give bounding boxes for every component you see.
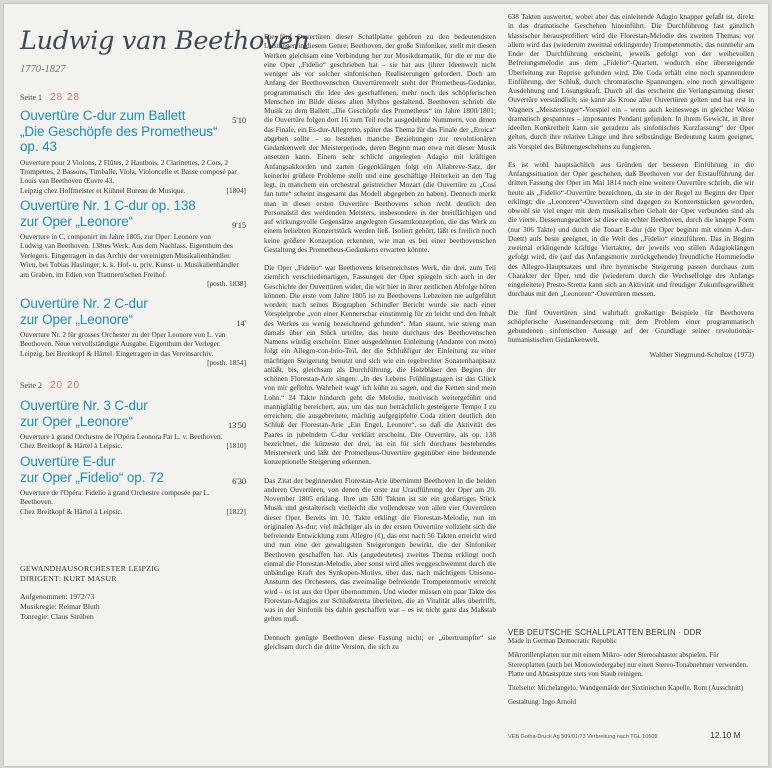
work-year: [1804] <box>226 185 246 195</box>
liner-paragraph: Die Oper „Fidelio“ war Beethovens krisenreichstes Werk, die drei, zum Teil ziemlich verschiedenartigen, Fassungen der Oper spiegeln sich auch in der Geschichte der Ouvertüren wider, die wir hier in ihrer zeitlichen Abfolge hören können. Die erste vom Jahre 1805 ist zu Beethovens Lebzeiten nie aufgeführt worden; nach seines Biographen Schindler Bericht wurde sie nach einer Vorspielprobe „von einer Kennerschar einstimmig für zu leicht und den Inhalt des Werkes zu wenig bezeichnend gefunden“. Man staunt, wie streng man damals über ein Stück urteilte, das heute durchaus des Beethovenschen Namens würdig erscheint. Einer ausgedehnten Einleitung (Andante con moto) folgt ein Allegro-con-brio-Teil, der die Schlußfigur der Einleitung zu einer mächtigen Steigerung benutzt und sich wie ein regelrechter Sonatenhauptsatz anläßt, bis, gleichsam als Durchführung, die Holzbläser den Beginn der schönen Florestan-Arie singen: „In des Lebens Frühlingstagen ist das Glück von mir geflohn. Wahrheit wagt' ich kühn zu sagen, und die Ketten sind mein Lohn.“ 24 Takte hindurch geht die Melodie, motivisch weitergeführt und mannigfaltig bereichert, aus, um das nun beträchtlich gesteigerte Tempo I zu erreichen; die ausgebreitete, mächtig aufgegipfelte Coda zitiert deutlich den Schluß der Florestan-Arie „Ein Engel, Leonore“, so daß die Aktivität des Paares in jubelndem C-dur verklärt erscheint. Die Ouvertüre, als op. 138 bezeichnet, die kürzeste der drei, ist ein für sich durchaus bestehendes Meisterwerk und läßt der Prometheus-Ouvertüre gegenüber eine bedeutende konzeptionelle Steigerung erkennen. <box>264 263 496 467</box>
side-1-label <box>20 92 80 103</box>
recording-credits <box>20 592 246 622</box>
work-description: Ouverture Nr. 2 für grosses Orchester zu der Oper Leonore von L. van Beethoven. Neue vervollständigte Ausgabe. Eigenthum der Verleger. <box>20 330 226 349</box>
design-credit: Gestaltung: Ingo Arnold <box>508 698 577 707</box>
work-title-line: Ouvertüre Nr. 1 C-dur op. 138 <box>20 198 196 213</box>
credit-recorded: Aufgenommen: 1972/73 <box>20 592 95 601</box>
work-title-line: op. 43 <box>20 139 57 154</box>
work-publisher-text: Wien, bei Tobias Haslinger, k. k. Hof- u. priv. Kunst- u. Musikalienhändler am Graben, im Edlen von Trattnern'schen Freihof. <box>20 260 239 279</box>
work-fidelio <box>20 454 246 516</box>
work-year: [1810] <box>226 441 246 451</box>
work-description: Ouverture in C, componirt im Jahre 1805, zur Oper: Leonore von Ludwig van Beethoven. 138tes Werk. Aus dem Nachlass. Eigenthum des Verlegers. Eingetragen in das Archiv der vereinigten Musikalienhändler. <box>20 232 233 260</box>
work-description: Ouverture à grand Orchestre de l'Opéra Leonora Par L. v. Beethoven. <box>20 432 223 441</box>
work-publisher-text: Chez Breitkopf & Härtel à Leipsic. <box>20 441 123 451</box>
work-description: Ouverture de l'Opéra: Fidelio à grand Orchestre composée par L. Beethoven. <box>20 488 210 507</box>
work-year: [posth. 1854] <box>207 358 246 368</box>
work-publisher <box>20 507 246 516</box>
work-year: [1822] <box>226 506 246 516</box>
track-listing-column <box>20 26 310 621</box>
work-duration: 5'10 <box>232 115 246 125</box>
work-leonore-1 <box>20 198 246 288</box>
work-title <box>20 108 246 155</box>
work-leonore-2 <box>20 296 246 368</box>
liner-paragraph: Die fünf Ouvertüren dieser Schallplatte gehören zu den bedeutendsten Leistungen in diesem Genre; Beethoven, der große Sinfoniker, stellt mit diesen Werken gleichsam eine Verbindung her zur Musikdramatik, für die er nur die eine Oper „Fidelio“ geschrieben hat – sie hat aus (ihrer Ideenwelt nicht weniger als vor solcher sinfonischen Realisierungen gefordert. Doch am Anfang der Beethovenschen Ouvertürenwelt steht der Prometheus-Gedanke, programmatisch die Idee des geschaffenen, mehr noch des schöpferischen Menschen im Bilde dieses alten Mythos gestaltend. Beethoven schrieb die Musik zu dem Ballett „Die Geschöpfe des Prometheus“ im Jahre 1800/1801; die Ouvertüre folgen dort 16 zum Teil recht ausgedehnte Nummern, von denen das Finale, ein Es-dur-Allegretto, später das Thema für das Finale der „Eroica“ abgeben sollte – so bestehen manche Beziehungen zur revolutionären Gedankenwelt der Meisterperiode, deren Beginn man etwa mit dieser Musik ansetzen kann. Einem sehr schlicht angelegten Adagio mit kräftigen Anfangsakkorden und zarten Gegenklängen folgt ein Allabreve-Satz, der keinerlei größere Probleme stellt und eine geschäftige Heiterkeit an den Tag legt, in manchem ein orchestral geistreicher Mozart (die Ouvertüre zu „Cosi fan tutte“ scheint insgesamt das Modell abgegeben zu haben). Dennoch merkt man in dieser ersten Ouvertüre Beethovens schon recht deutlich den Personalstil des werdenden Meisters, insbesondere in der breitflächigen und auf wirkungsvolle Gegensätze angelegten Gesamtkonzeption, die das Werk zu einem beliebten Konzertstück werden ließ. Isoliert gehört, läßt es freilich noch keine größere Konzeption erkennen, wie man es bei einer beethovenschen Gestaltung des Prometheus-Gedankens erwarten könnte. <box>264 32 496 254</box>
liner-notes-middle <box>264 32 496 660</box>
side-2-handwriting: 20 20 <box>50 380 81 391</box>
side-2-label <box>20 380 80 391</box>
performers <box>20 564 246 584</box>
liner-paragraph: Die fünf Ouvertüren sind wahrhaft großartige Beispiele für Beethovens schöpferische Auseinandersetzung mit dem Problem einer programmatisch gebundenen sinfonischen Aussage auf der Grundlage seiner revolutionär-humanistischen Gedankenwelt. <box>508 307 754 345</box>
liner-paragraph: Das Zitat der beginnenden Florestan-Arie übernimmt Beethoven in die beiden anderen Ouvertüren, von denen die erste zur Uraufführung der Oper am 20. November 1805 erklang. Ihre um 530 Takten ist sie ein großartiges Stück Musik und gestalterisch vielleicht die vollendetste von allen vier Ouvertüren dieser Oper. Bereits im 10. Takte erklingt die Florestan-Melodie, nun im originalen As-dur; viel mächtiger als in der ersten Ouvertüre vollzieht sich die befreiende Entwicklung zum Allegro (¢), das erst nach 56 Takten erreicht wird und nun eine der gewaltigsten Steigerungen bewirkt, die der Sinfoniker Beethoven geschaffen hat. Als (angedeutetes) zweites Thema erklingt noch einmal die Florestan-Melodie, aber sonst wird alles weggeschwemmt durch die unbändige Kraft des Synkopen-Motivs, über das, nach mächtigem Unisono-Ansturm des Orchesters, das zweimalige befreiende Trompetenmotiv erreicht wird – es ist aus der Oper übernommen. Und wieder müssen ein paar Takte des Florestan-Adagios zur Schlußstretta überleiten, die an Vitalität alles übertrifft, was in der Sinfonik bis dahin geschaffen war – es ist nicht ganz das Maßstab gelten muß. <box>264 475 496 624</box>
work-title-line: Ouvertüre C-dur zum Ballett <box>20 108 186 123</box>
work-title <box>20 398 246 429</box>
work-title-line: zur Oper „Leonore“ <box>20 311 134 327</box>
price-code: 12.10 M <box>710 730 741 740</box>
liner-paragraph: 638 Takten auswertet, wobei aber das einleitende Adagio knapper gefaßt ist, direkt in das dramatische Geschehen hineinführt. Die Durchführung fast gänzlich klassischer herausprofiliert wird die Florestan-Melodie des zweiten Themas; vor allem wird das (wiederum zweimal erklingende) Trompetenmotiv, das nunmehr am Ende der Durchführung erscheint, jeweils gefolgt von der weihevollen Befreiungsmelodie aus dem „Fidelio“-Quartett, wodurch eine übersteigende Überleitung zur Reprise gefunden wird. Die Coda erhält eine noch spannendere Einführung, der Schluß, durch chromatische Spannungen, eine noch gewaltigere Ausdehnung und Lösungskraft. Durch all das erscheint die Verlangsamung dieser Ouvertüre verständlich; sie kann als Krone aller Ouvertüren gelten und hat erst in Wagners „Meistersinger“-Vorspiel ein – wenn auch keineswegs in gleicher Weise dramatisch gespanntes – imposantes Pendant gefunden. In ihrem Gewicht, in ihrer ideellen Konkretheit kann sie geradezu als sinfonisches Kurzfassung“ der Oper gelten, durch ihre relative Länge und ihre selbständige Bedeutung kaum geeignet, als Vorspiel des Bühnengeschehens zu fungieren. <box>508 12 754 151</box>
composer-name: Ludwig van Beethoven <box>20 26 310 56</box>
author-signature: Walther Siegmund-Schultze (1973) <box>649 349 754 359</box>
work-duration: 13'50 <box>227 420 246 430</box>
work-duration: 14' <box>236 318 246 328</box>
work-title-line: zur Oper „Leonore“ <box>20 213 134 229</box>
work-publisher-text: Chez Breitkopf & Härtel à Leipsic. <box>20 506 123 516</box>
work-publisher <box>20 260 246 288</box>
side-2-text: Seite 2 <box>20 381 42 390</box>
work-publisher-text: Leipzig chez Hoffmeister et Kühnel Bureau de Musique. <box>20 185 186 195</box>
work-title-line: „Die Geschöpfe des Prometheus“ <box>20 123 218 139</box>
work-publisher <box>20 441 246 450</box>
conductor-name: DIRIGENT: KURT MASUR <box>20 574 117 583</box>
work-title <box>20 454 246 485</box>
liner-paragraph: Dennoch genügte Beethoven diese Fassung nicht; er „übertrumpfte“ sie gleichsam durch die dritte Version, die sich zu <box>264 632 496 651</box>
record-label-info <box>508 628 754 712</box>
work-title <box>20 198 246 229</box>
cover-credit: Titelseite: Michelangelo, Wandgemälde der Sixtinischen Kapelle, Rom (Ausschnitt) <box>508 684 744 693</box>
work-duration: 9'15 <box>232 220 246 230</box>
work-title-line: Ouvertüre Nr. 3 C-dur <box>20 398 148 413</box>
work-title-line: Ouvertüre E-dur <box>20 454 116 469</box>
work-publisher-text: Leipzig, bei Breitkopf & Härtel. Eingetragen in das Vereinsarchiv. <box>20 348 214 358</box>
work-duration: 6'30 <box>232 476 246 486</box>
label-name: VEB DEUTSCHE SCHALLPLATTEN BERLIN · DDR <box>508 628 702 637</box>
work-description: Ouverture pour 2 Violons, 2 Flûtes, 2 Hautbois, 2 Clarinettes, 2 Cors, 2 Trompettes, 2 Bassons, Timballe, Viola, Violoncelle et Basse composé par Louis van Beethoven Œuvre 43. <box>20 157 237 186</box>
work-year: [posth. 1838] <box>207 279 246 289</box>
printer-line: VEB Gotha-Druck Ag 509/01/73 Verbreitung nach TGL 10609 <box>508 734 658 740</box>
work-publisher <box>20 186 246 195</box>
work-title-line: zur Oper „Fidelio“ op. 72 <box>20 469 164 485</box>
side-1-handwriting: 28 28 <box>50 92 81 103</box>
work-title-line: zur Oper „Leonore“ <box>20 413 134 429</box>
work-prometheus <box>20 108 246 195</box>
made-in: Made in German Democratic Republic <box>508 637 617 646</box>
work-title-line: Ouvertüre Nr. 2 C-dur <box>20 296 148 311</box>
liner-paragraph: Es ist wohl hauptsächlich aus Gründen der besseren Einführung in die Anfangssituation der Oper geschehen, daß Beethoven vor der Erstaufführung der dritten Fassung der Oper im Mai 1814 noch eine weitere Ouvertüre schrieb, die wir heute als „Fidelio“-Ouvertüre bezeichnen, da sie in der Regel zu Beginn der Oper erklingt; die „Leonoren“-Ouvertüren sind dagegen zu Konzertstücken geworden, obwohl sie viel enger mit dem musikalischen Gehalt der Oper verbunden sind als die vierte. Dessenungeachtet ist diese ein echter Beethoven, durch die knappe Form (nur 306 Takte) und durch die Tonart E-dur (die Oper beginnt mit einem A-dur-Duett) aufs beste geeignet, in die Welt des „Fidelio“ einzuführen. Das in Beginn zweimal erklingende kräftige Viertakter, der jeweils von stillen Adagioklängen gefolgt wird, die (auf das Anfangsmotiv zurückgehende) freundliche Hornmelodie des Allegro-Hauptsatzes und ihre hymnische Steigerung passen durchaus zum Charakter der Oper, und die (wiederum durch die Wechselfolge des Anfangs eingeleitete) Presto-Stretta kann sich an Aktivität und freudiger Zukunftsgewißheit durchaus mit den „Leonoren“-Ouvertüren messen. <box>508 159 754 299</box>
work-title <box>20 296 246 327</box>
playback-instructions: Mikrorillenplatten nur mit einem Mikro- oder Stereoabtaster abspielen. Für Stereoplatten (auch bei Monowiedergabe) nur einen Stereo-Tonabnehmer verwenden. Platte und Abtastspitze stets von Staub reinigen. <box>508 651 749 678</box>
credit-sound-engineer: Tonregie: Claus Strüben <box>20 612 94 621</box>
orchestra-name: GEWANDHAUSORCHESTER LEIPZIG <box>20 564 160 573</box>
album-back-cover <box>4 4 768 766</box>
credit-music-director: Musikregie: Reimar Bluth <box>20 602 100 611</box>
work-publisher <box>20 349 246 368</box>
side-1-text: Seite 1 <box>20 93 42 102</box>
composer-dates: 1770-1827 <box>20 64 66 75</box>
liner-notes-right <box>508 12 754 359</box>
work-leonore-3 <box>20 398 246 451</box>
